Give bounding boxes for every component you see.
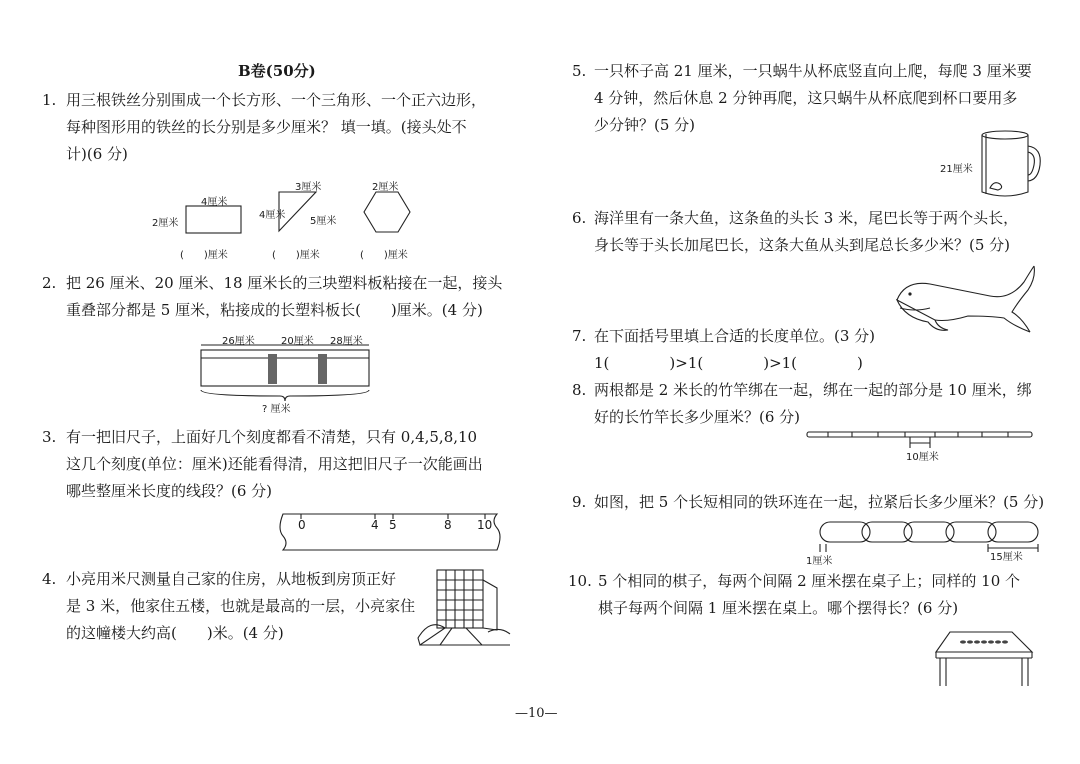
- q7-number: 7.: [572, 327, 587, 345]
- q1-hex-side-label: 2厘米: [372, 182, 399, 193]
- q1-tri-top-label: 3厘米: [295, 182, 322, 193]
- q7-blanks[interactable]: 1( )>1( )>1( ): [594, 354, 863, 372]
- q1-line-3: 计)(6 分): [66, 145, 128, 163]
- q10-line-2: 棋子每两个间隔 1 厘米摆在桌上。哪个摆得长？(6 分): [598, 599, 959, 617]
- q6-line-1: 海洋里有一条大鱼，这条鱼的头长 3 米，尾巴长等于两个头长，: [594, 209, 1019, 227]
- q1-answer-3[interactable]: ( )厘米: [360, 250, 408, 261]
- q3-tick-0: 0: [298, 518, 306, 532]
- q1-rectangle: [186, 206, 241, 233]
- q1-rect-height-label: 2厘米: [152, 218, 179, 229]
- q2-total-label: ? 厘米: [262, 404, 291, 415]
- q2-line-1: 把 26 厘米、20 厘米、18 厘米长的三块塑料板粘接在一起，接头: [66, 274, 503, 292]
- q6-number: 6.: [572, 209, 587, 227]
- q3-tick-10: 10: [477, 518, 493, 532]
- q3-line-1: 有一把旧尺子，上面好几个刻度都看不清楚，只有 0,4,5,8,10: [66, 428, 478, 446]
- q2-number: 2.: [42, 274, 57, 292]
- section-title: B卷(50分): [238, 62, 316, 80]
- q4-line-2: 是 3 米，他家住五楼，也就是最高的一层，小亮家住: [66, 597, 416, 615]
- q5-number: 5.: [572, 62, 587, 80]
- q10-line-1: 5 个相同的棋子，每两个间隔 2 厘米摆在桌子上；同样的 10 个: [598, 572, 1021, 590]
- q4-number: 4.: [42, 570, 57, 588]
- q9-number: 9.: [572, 493, 587, 511]
- q1-hexagon: [364, 192, 410, 232]
- q1-line-1: 用三根铁丝分别围成一个长方形、一个三角形、一个正六边形，: [66, 91, 487, 109]
- q10-number: 10.: [568, 572, 592, 590]
- q1-rect-width-label: 4厘米: [201, 197, 228, 208]
- q1-line-2: 每种图形用的铁丝的长分别是多少厘米？ 填一填。(接头处不: [66, 118, 467, 136]
- q7-line-1: 在下面括号里填上合适的长度单位。(3 分): [594, 327, 876, 345]
- q1-answer-2[interactable]: ( )厘米: [272, 250, 320, 261]
- q4-line-1: 小亮用米尺测量自己家的住房，从地板到房顶正好: [66, 570, 397, 588]
- q3-line-2: 这几个刻度(单位：厘米)还能看得清，用这把旧尺子一次能画出: [66, 455, 483, 473]
- q4-line-3: 的这幢楼大约高( )米。(4 分): [66, 624, 284, 642]
- q5-line-1: 一只杯子高 21 厘米，一只蜗牛从杯底竖直向上爬，每爬 3 厘米要: [594, 62, 1032, 80]
- q2-board-1-label: 26厘米: [222, 336, 255, 347]
- q1-tri-hyp-label: 5厘米: [310, 216, 337, 227]
- q8-line-1: 两根都是 2 米长的竹竿绑在一起，绑在一起的部分是 10 厘米，绑: [594, 381, 1032, 399]
- q8-number: 8.: [572, 381, 587, 399]
- q8-line-2: 好的长竹竿长多少厘米？(6 分): [594, 408, 801, 426]
- page-number: —10—: [515, 706, 558, 721]
- q3-tick-5: 5: [389, 518, 397, 532]
- table-illustration: [0, 0, 1, 1]
- q3-line-3: 哪些整厘米长度的线段？(6 分): [66, 482, 273, 500]
- q5-line-3: 少分钟？(5 分): [594, 116, 696, 134]
- q6-line-2: 身长等于头长加尾巴长，这条大鱼从头到尾总长多少米？(5 分): [594, 236, 1011, 254]
- q3-tick-4: 4: [371, 518, 379, 532]
- q3-number: 3.: [42, 428, 57, 446]
- q2-board-3-label: 28厘米: [330, 336, 363, 347]
- q8-overlap-label: 10厘米: [906, 452, 939, 463]
- q2-line-2: 重叠部分都是 5 厘米，粘接成的长塑料板长( )厘米。(4 分): [66, 301, 483, 319]
- q1-answer-1[interactable]: ( )厘米: [180, 250, 228, 261]
- q1-number: 1.: [42, 91, 57, 109]
- q9-line-1: 如图，把 5 个长短相同的铁环连在一起，拉紧后长多少厘米？(5 分): [594, 493, 1045, 511]
- q1-tri-left-label: 4厘米: [259, 210, 286, 221]
- q9-thickness-label: 1厘米: [806, 556, 833, 567]
- q3-tick-8: 8: [444, 518, 452, 532]
- q5-cup-height-label: 21厘米: [940, 164, 973, 175]
- q5-line-2: 4 分钟，然后休息 2 分钟再爬，这只蜗牛从杯底爬到杯口要用多: [594, 89, 1018, 107]
- q2-board-2-label: 20厘米: [281, 336, 314, 347]
- q9-length-label: 15厘米: [990, 552, 1023, 563]
